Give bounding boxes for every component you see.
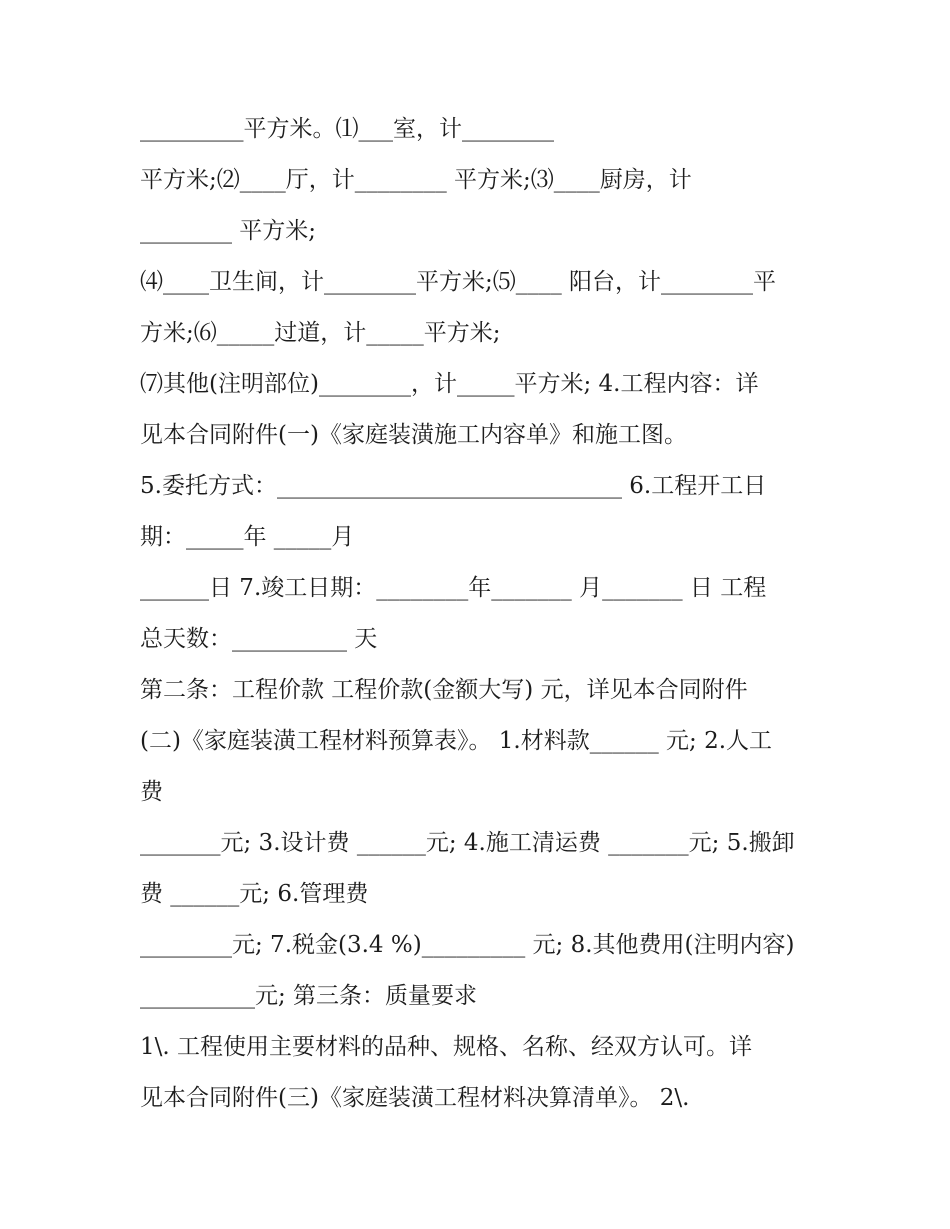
text-line: 1\. 工程使用主要材料的品种、规格、名称、经双方认可。详 bbox=[140, 1034, 753, 1060]
text-line: (二)《家庭装潢工程材料预算表》。 1.材料款______ 元; 2.人工 bbox=[140, 728, 773, 754]
text-line: __________元; 第三条：质量要求 bbox=[140, 983, 478, 1009]
text-line: 费 bbox=[140, 779, 163, 805]
text-line: 方米;⑹_____过道，计_____平方米; bbox=[140, 320, 501, 346]
text-line: 费 ______元; 6.管理费 bbox=[140, 881, 369, 907]
contract-page bbox=[140, 104, 820, 1124]
text-line: _________平方米。⑴___室，计________ bbox=[140, 116, 554, 142]
text-line: ⑺其他(注明部位)________，计_____平方米; 4.工程内容：详 bbox=[140, 371, 759, 397]
text-line: 见本合同附件(一)《家庭装潢施工内容单》和施工图。 bbox=[140, 422, 687, 448]
text-line: ______日 7.竣工日期：________年_______ 月_______ 日 工程 bbox=[140, 575, 767, 601]
text-line: _______元; 3.设计费 ______元; 4.施工清运费 _______元; 5.搬卸 bbox=[140, 830, 795, 856]
text-line: 见本合同附件(三)《家庭装潢工程材料决算清单》。 2\. bbox=[140, 1085, 690, 1111]
text-line: 平方米;⑵____厅，计________ 平方米;⑶____厨房，计 bbox=[140, 167, 692, 193]
text-line: 总天数：__________ 天 bbox=[140, 626, 378, 652]
text-line: ________元; 7.税金(3.4 %)_________ 元; 8.其他费用(注明内容) bbox=[140, 932, 795, 958]
text-line: ________ 平方米; bbox=[140, 218, 317, 244]
text-line: 期：_____年 _____月 bbox=[140, 524, 355, 550]
text-line: ⑷____卫生间，计________平方米;⑸____ 阳台，计________平 bbox=[140, 269, 777, 295]
text-line: 第二条：工程价款 工程价款(金额大写) 元，详见本合同附件 bbox=[140, 677, 748, 703]
text-line: 5.委托方式：______________________________ 6.工程开工日 bbox=[140, 473, 767, 499]
